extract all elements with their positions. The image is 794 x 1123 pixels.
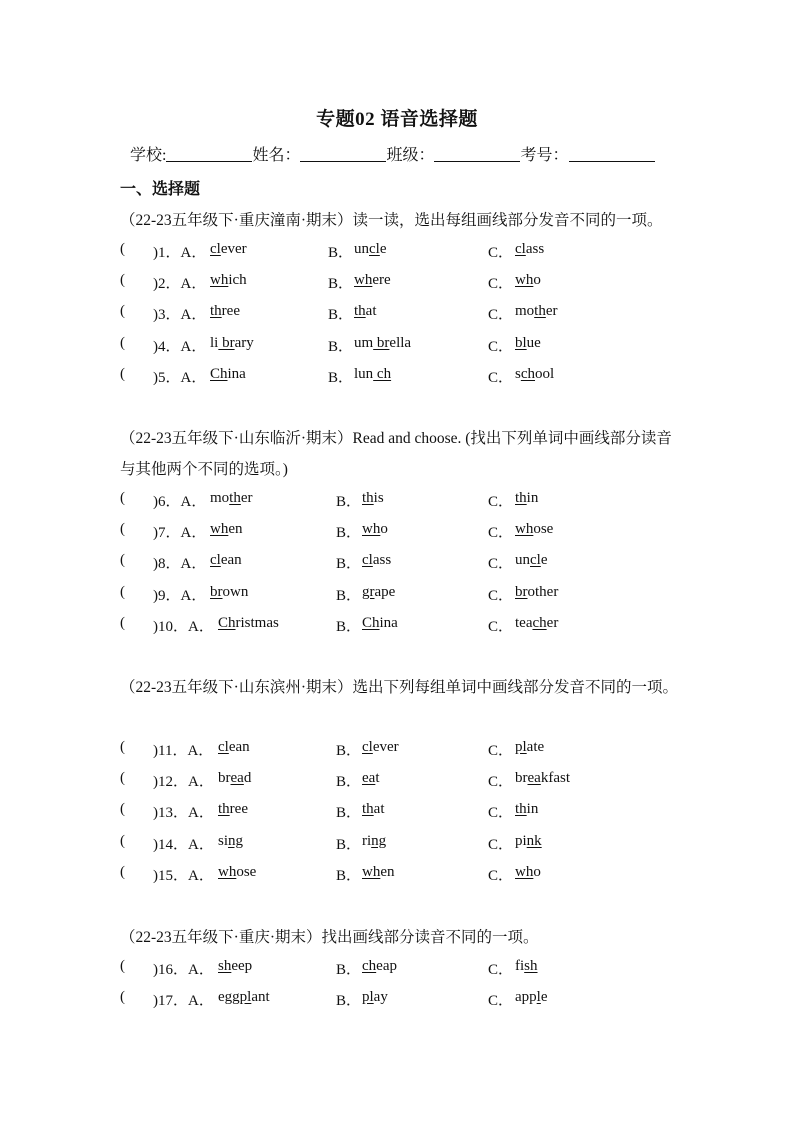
option-a: sheep: [218, 958, 253, 974]
option-c: C．: [488, 245, 514, 261]
underlined-letters: Ch: [362, 614, 380, 631]
question-number: )13．A．: [153, 805, 214, 822]
option-c: C．: [488, 556, 514, 573]
option-c: C．: [488, 993, 514, 1010]
option-a: Christmas: [218, 614, 279, 631]
question-number: )6．A．: [153, 494, 207, 510]
underlined-letters: ng: [228, 832, 244, 849]
school-blank[interactable]: [166, 145, 252, 162]
school-label: 学校:: [130, 147, 167, 164]
question-row: [120, 989, 600, 1011]
option-a: brown: [210, 583, 249, 600]
underlined-letters: br: [210, 583, 223, 600]
question-number: )4．A．: [153, 338, 207, 355]
option-a: sing: [218, 832, 244, 849]
underlined-letters: br: [218, 334, 235, 351]
question-number: )9．A．: [153, 587, 207, 604]
answer-paren-open[interactable]: (: [120, 832, 125, 849]
option-a: China: [210, 365, 246, 382]
question-number: )8．A．: [153, 556, 207, 573]
option-b: B．: [328, 338, 354, 355]
number-label: 考号：: [520, 147, 569, 164]
class-blank[interactable]: [434, 145, 520, 162]
underlined-letters: wh: [515, 863, 534, 880]
underlined-letters: wh: [515, 521, 534, 538]
underlined-letters: gr: [362, 583, 375, 600]
option-a: clever: [210, 241, 247, 257]
underlined-letters: ch: [532, 614, 547, 631]
option-a: mother: [210, 490, 253, 506]
name-label: 姓名：: [252, 147, 301, 164]
answer-paren-open[interactable]: (: [120, 770, 125, 787]
question-number: )16．A．: [153, 962, 214, 978]
underlined-letters: ea: [527, 770, 541, 787]
group-instruction: （22-23五年级下·重庆·期末）找出画线部分读音不同的一项。: [120, 929, 539, 946]
option-a: whose: [218, 863, 257, 880]
answer-paren-open[interactable]: (: [120, 241, 125, 257]
underlined-letters: th: [218, 801, 230, 818]
option-c-word: breakfast: [515, 770, 570, 787]
option-a: eggplant: [218, 989, 270, 1006]
underlined-letters: cl: [210, 241, 221, 257]
question-row: [120, 833, 600, 855]
underlined-letters: th: [515, 801, 527, 818]
option-c: C．: [488, 369, 514, 386]
option-b-word: grape: [362, 583, 396, 600]
option-b: B．: [328, 369, 354, 386]
question-number: )10．A．: [153, 618, 214, 635]
underlined-letters: pl: [239, 989, 252, 1006]
question-row: [120, 801, 600, 823]
option-a: which: [210, 272, 247, 289]
option-b-word: when: [362, 863, 395, 880]
option-b: B．: [336, 618, 362, 635]
question-row: [120, 584, 600, 606]
option-c: C．: [488, 525, 514, 542]
option-c: C．: [488, 276, 514, 293]
underlined-letters: sh: [524, 958, 538, 974]
underlined-letters: wh: [210, 272, 229, 289]
question-number: )14．A．: [153, 836, 214, 853]
question-row: [120, 864, 600, 886]
option-b-word: play: [362, 989, 388, 1006]
option-c: C．: [488, 338, 514, 355]
option-b-word: cheap: [362, 958, 397, 974]
option-c-word: teacher: [515, 614, 559, 631]
option-b-word: where: [354, 272, 391, 289]
underlined-letters: cl: [362, 739, 373, 755]
underlined-letters: th: [210, 303, 222, 320]
option-b-word: uncle: [354, 241, 387, 257]
option-c: C．: [488, 805, 514, 822]
option-b: B．: [336, 556, 362, 573]
answer-paren-open[interactable]: (: [120, 863, 125, 880]
option-b: B．: [336, 743, 362, 759]
question-row: [120, 739, 600, 761]
option-a: three: [218, 801, 248, 818]
underlined-letters: sh: [218, 958, 232, 974]
underlined-letters: cl: [530, 552, 541, 569]
underlined-letters: cl: [369, 241, 380, 257]
option-c-word: school: [515, 365, 555, 382]
number-blank[interactable]: [569, 145, 655, 162]
question-row: [120, 770, 600, 792]
option-a: when: [210, 521, 243, 538]
question-row: [120, 615, 600, 637]
option-b: B．: [336, 836, 362, 853]
option-b: B．: [336, 525, 362, 542]
option-c: C．: [488, 587, 514, 604]
option-b-word: this: [362, 490, 384, 506]
option-a: clean: [218, 739, 250, 755]
answer-paren-open[interactable]: (: [120, 552, 125, 569]
option-b-word: clever: [362, 739, 399, 755]
option-a: bread: [218, 770, 252, 787]
underlined-letters: th: [229, 490, 241, 506]
underlined-letters: wh: [210, 521, 229, 538]
answer-paren-open[interactable]: (: [120, 521, 125, 538]
question-row: [120, 335, 600, 357]
question-number: )11．A．: [153, 743, 214, 759]
group-instruction: （22-23五年级下·山东滨州·期末）选出下列每组单词中画线部分发音不同的一项。: [120, 679, 678, 696]
underlined-letters: wh: [354, 272, 373, 289]
question-number: )7．A．: [153, 525, 207, 542]
answer-paren-open[interactable]: (: [120, 801, 125, 818]
option-c-word: blue: [515, 334, 541, 351]
underlined-letters: cl: [210, 552, 221, 569]
option-b: B．: [336, 805, 362, 822]
question-row: [120, 241, 600, 263]
option-c-word: thin: [515, 490, 539, 506]
underlined-letters: ng: [371, 832, 387, 849]
option-c-word: whose: [515, 521, 554, 538]
option-a: clean: [210, 552, 242, 569]
underlined-letters: pl: [362, 989, 374, 1006]
option-c: C．: [488, 836, 514, 853]
answer-paren-open[interactable]: (: [120, 989, 125, 1006]
underlined-letters: ea: [362, 770, 376, 787]
question-row: [120, 521, 600, 543]
question-row: [120, 490, 600, 512]
option-c-word: thin: [515, 801, 539, 818]
option-b: B．: [336, 587, 362, 604]
option-b: B．: [336, 494, 362, 510]
question-row: [120, 303, 600, 325]
option-c: C．: [488, 307, 514, 324]
page-title: 专题02 语音选择题: [316, 109, 478, 130]
option-b: B．: [328, 276, 354, 293]
answer-paren-open[interactable]: (: [120, 490, 125, 506]
option-c: C．: [488, 962, 514, 978]
underlined-letters: th: [362, 490, 374, 506]
option-c-word: who: [515, 863, 541, 880]
underlined-letters: ch: [362, 958, 377, 974]
underlined-letters: wh: [218, 863, 237, 880]
option-b-word: ring: [362, 832, 387, 849]
underlined-letters: th: [354, 303, 366, 320]
option-b-word: class: [362, 552, 392, 569]
underlined-letters: cl: [218, 739, 229, 755]
class-label: 班级：: [386, 147, 435, 164]
underlined-letters: wh: [515, 272, 534, 289]
group-instruction: （22-23五年级下·山东临沂·期末）Read and choose. (找出下列单词中画线部分读音与其他两个不同的选项。): [120, 430, 672, 478]
question-row: [120, 552, 600, 574]
option-b: B．: [336, 993, 362, 1010]
student-info-line: [130, 142, 655, 165]
option-a: li brary: [210, 334, 254, 351]
question-number: )12．A．: [153, 774, 214, 791]
option-c-word: fish: [515, 958, 538, 974]
question-number: )3．A．: [153, 307, 207, 324]
option-c: C．: [488, 867, 514, 884]
answer-paren-open[interactable]: (: [120, 958, 125, 974]
option-c-word: class: [515, 241, 545, 257]
answer-paren-open[interactable]: (: [120, 365, 125, 382]
name-blank[interactable]: [300, 145, 386, 162]
answer-paren-open[interactable]: (: [120, 739, 125, 755]
option-c-word: mother: [515, 303, 558, 320]
option-b: B．: [336, 867, 362, 884]
option-b: B．: [328, 245, 354, 261]
answer-paren-open[interactable]: (: [120, 614, 125, 631]
answer-paren-open[interactable]: (: [120, 583, 125, 600]
underlined-letters: Ch: [210, 365, 228, 382]
underlined-letters: cl: [515, 241, 526, 257]
option-c-word: brother: [515, 583, 559, 600]
underlined-letters: pl: [515, 739, 527, 755]
option-b-word: lun ch: [354, 365, 392, 382]
answer-paren-open[interactable]: (: [120, 334, 125, 351]
underlined-letters: br: [515, 583, 528, 600]
option-c-word: who: [515, 272, 541, 289]
underlined-letters: wh: [362, 863, 381, 880]
question-row: [120, 366, 600, 388]
underlined-letters: ch: [373, 365, 392, 382]
question-number: )2．A．: [153, 276, 207, 293]
option-c-word: uncle: [515, 552, 548, 569]
option-a: three: [210, 303, 240, 320]
option-c-word: apple: [515, 989, 548, 1006]
underlined-letters: wh: [362, 521, 381, 538]
underlined-letters: th: [362, 801, 374, 818]
underlined-letters: ch: [520, 365, 536, 382]
option-c: C．: [488, 743, 514, 759]
option-c: C．: [488, 774, 514, 791]
option-b-word: who: [362, 521, 388, 538]
option-b: B．: [328, 307, 354, 324]
question-number: )17．A．: [153, 993, 214, 1010]
underlined-letters: th: [515, 490, 527, 506]
option-b-word: um brella: [354, 334, 412, 351]
option-b: B．: [336, 962, 362, 978]
option-b-word: that: [362, 801, 385, 818]
question-number: )1．A．: [153, 245, 207, 261]
underlined-letters: th: [534, 303, 546, 320]
option-b-word: that: [354, 303, 377, 320]
underlined-letters: ea: [230, 770, 244, 787]
answer-paren-open[interactable]: (: [120, 272, 125, 289]
option-b-word: eat: [362, 770, 380, 787]
option-b: B．: [336, 774, 362, 791]
question-number: )15．A．: [153, 867, 214, 884]
question-row: [120, 958, 600, 980]
question-number: )5．A．: [153, 369, 207, 386]
underlined-letters: bl: [515, 334, 527, 351]
option-c: C．: [488, 494, 514, 510]
underlined-letters: l: [536, 989, 541, 1006]
answer-paren-open[interactable]: (: [120, 303, 125, 320]
question-row: [120, 272, 600, 294]
group-instruction: （22-23五年级下·重庆潼南·期末）读一读，选出每组画线部分发音不同的一项。: [120, 212, 663, 229]
section-heading: 一、选择题: [120, 181, 201, 198]
underlined-letters: cl: [362, 552, 373, 569]
option-b-word: China: [362, 614, 398, 631]
option-c-word: pink: [515, 832, 542, 849]
underlined-letters: Ch: [218, 614, 236, 631]
underlined-letters: nk: [526, 832, 542, 849]
underlined-letters: br: [373, 334, 390, 351]
option-c: C．: [488, 618, 514, 635]
option-c-word: plate: [515, 739, 545, 755]
